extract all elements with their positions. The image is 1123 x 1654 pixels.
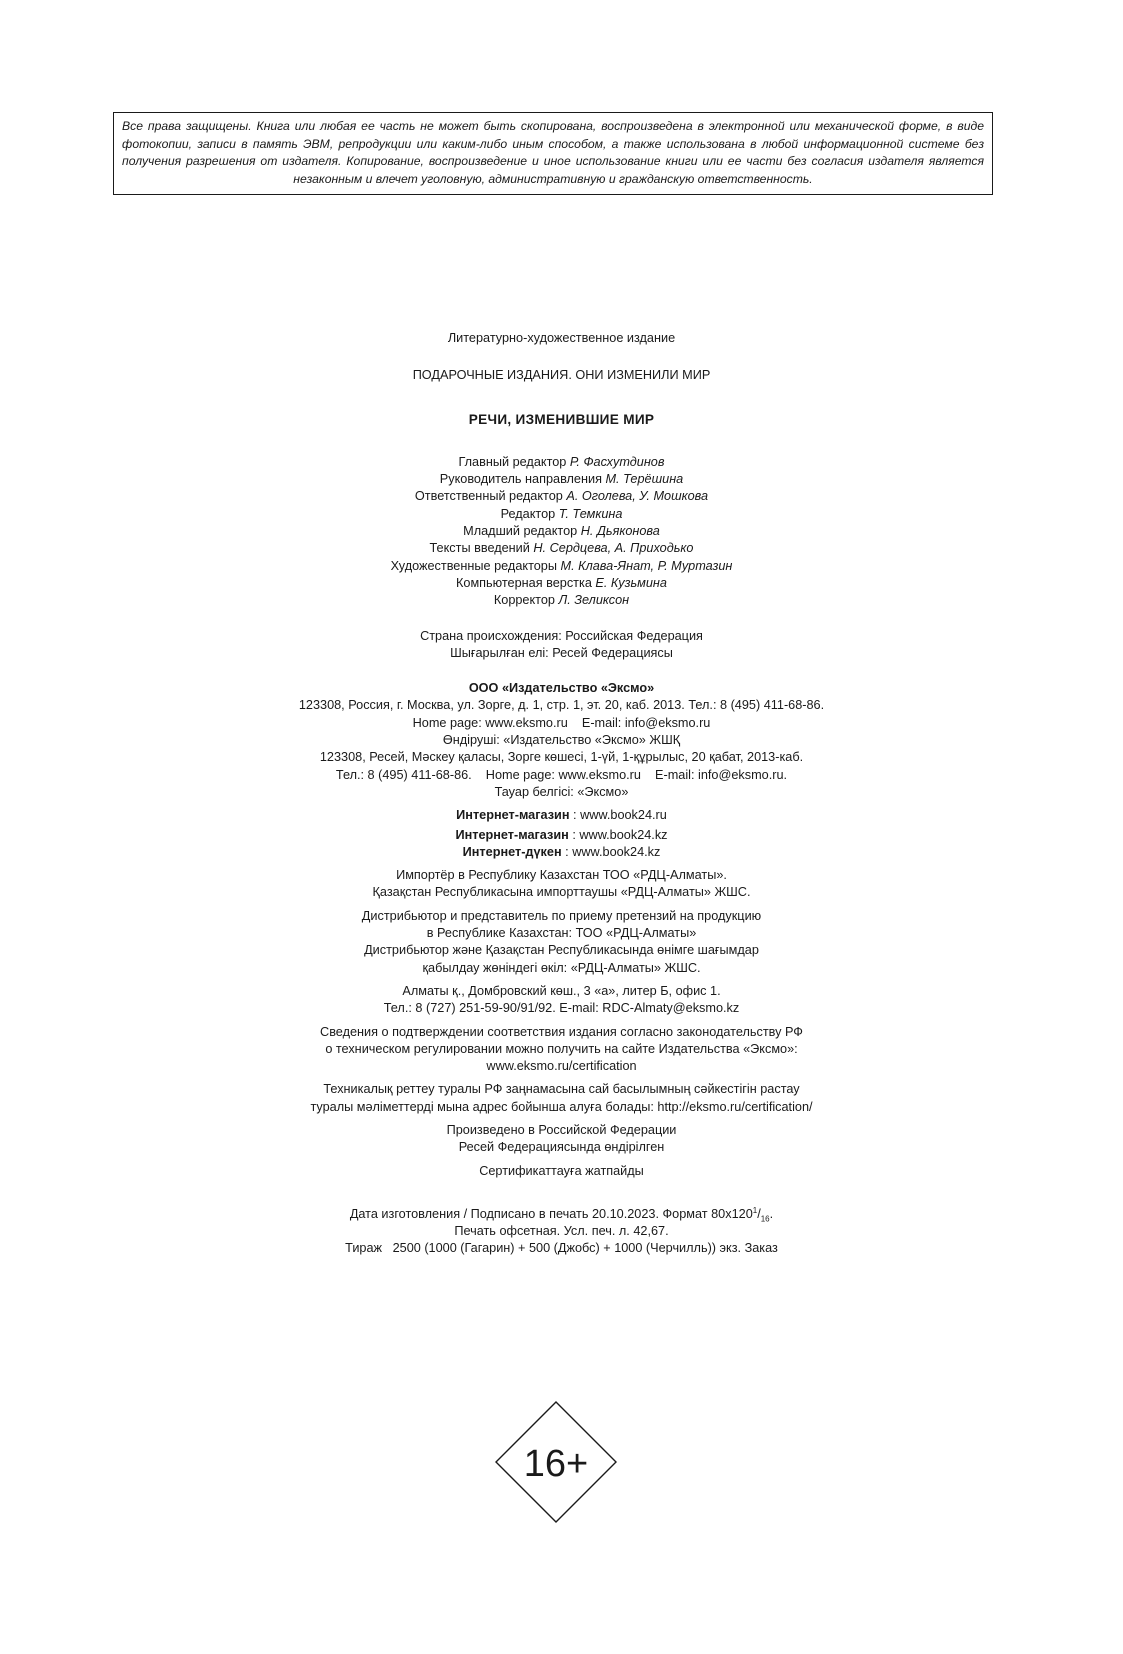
distributor-line: Дистрибьютор және Қазақстан Республикасында өнімге шағымдар: [364, 943, 759, 958]
credit-line: Ответственный редактор А. Оголева, У. Мошкова: [414, 489, 709, 504]
credit-line: Редактор Т. Темкина: [500, 506, 623, 521]
credit-line: Младший редактор Н. Дьяконова: [463, 524, 660, 539]
print-method-line: Печать офсетная. Усл. печ. л. 42,67.: [454, 1224, 669, 1239]
distributor-line: Дистрибьютор и представитель по приему претензий на продукцию: [361, 908, 762, 923]
almaty-address: Алматы қ., Домбровский көш., 3 «а», литер Б, офис 1.: [402, 983, 721, 998]
certification-kz-line: туралы мәліметтерді мына адрес бойынша алуға болады: http://eksmo.ru/certification/: [310, 1099, 813, 1114]
imprint-block: [140, 330, 983, 1258]
produced-ru: Произведено в Российской Федерации: [446, 1122, 677, 1137]
publisher-contacts-kz: Тел.: 8 (495) 411-68-86. Home page: www.eksmo.ru E-mail: info@eksmo.ru.: [335, 767, 788, 782]
credit-line: Тексты введений Н. Сердцева, А. Приходько: [429, 541, 694, 556]
shop-line: Интернет-магазин : www.book24.kz: [455, 827, 668, 842]
credit-line: Руководитель направления М. Терёшина: [439, 472, 684, 487]
origin-kz: Шығарылған елі: Ресей Федерациясы: [450, 645, 673, 660]
credit-line: Компьютерная верстка Е. Кузьмина: [456, 575, 667, 590]
credit-line: Корректор Л. Зеликсон: [493, 593, 630, 608]
publisher-name: ООО «Издательство «Эксмо»: [468, 681, 655, 696]
shop-line: Интернет-дүкен : www.book24.kz: [462, 844, 661, 859]
publisher-web-ru: Home page: www.eksmo.ru E-mail: info@eksmo.ru: [412, 715, 711, 730]
shop-line: Интернет-магазин : www.book24.ru: [456, 808, 667, 823]
certification-ru-line: www.eksmo.ru/certification: [486, 1059, 637, 1074]
publisher-address-kz: 123308, Ресей, Мәскеу қаласы, Зорге көшесі, 1-үй, 1-құрылыс, 20 қабат, 2013-каб.: [319, 750, 804, 765]
edition-type: Литературно-художественное издание: [447, 331, 676, 345]
credit-line: Главный редактор Р. Фасхутдинов: [458, 454, 665, 469]
print-run-line: Тираж 2500 (1000 (Гагарин) + 500 (Джобс) + 1000 (Черчилль)) экз. Заказ: [345, 1241, 778, 1256]
series-name: ПОДАРОЧНЫЕ ИЗДАНИЯ. ОНИ ИЗМЕНИЛИ МИР: [412, 368, 711, 383]
age-rating-mark: [494, 1400, 618, 1524]
copyright-notice-text: Все права защищены. Книга или любая ее часть не может быть скопирована, воспроизведена в электронной или механической форме, в виде фотокопии, записи в память ЭВМ, репродукции или каким-либо иным способом, а также использована в любой информационной системе без получения разрешения от издателя. Копирование, воспроизведение и иное использование книги или ее части без согласия издателя является незаконным и влечет уголовную, административную и гражданскую ответственность.: [122, 119, 984, 186]
importer-ru: Импортёр в Республику Казахстан ТОО «РДЦ-Алматы».: [396, 868, 727, 883]
publisher-maker-kz: Өндіруші: «Издательство «Эксмо» ЖШҚ: [442, 733, 681, 748]
copyright-notice-box: [113, 112, 993, 195]
distributor-line: в Республике Казахстан: ТОО «РДЦ-Алматы»: [426, 926, 697, 941]
certification-ru-line: Сведения о подтверждении соответствия издания согласно законодательству РФ: [320, 1024, 803, 1039]
certification-ru-line: о техническом регулировании можно получить на сайте Издательства «Эксмо»:: [325, 1041, 798, 1056]
credit-line: Художественные редакторы М. Клава-Янат, Р. Муртазин: [390, 558, 733, 573]
trademark: Тауар белгісі: «Эксмо»: [494, 784, 629, 799]
certification-kz-line: Техникалық реттеу туралы РФ заңнамасына сай басылымның сәйкестігін растау: [323, 1082, 800, 1097]
almaty-contacts: Тел.: 8 (727) 251-59-90/91/92. E-mail: RDC-Almaty@eksmo.kz: [383, 1001, 740, 1016]
importer-kz: Қазақстан Республикасына импорттаушы «РДЦ-Алматы» ЖШС.: [372, 885, 751, 900]
produced-kz: Ресей Федерациясында өндірілген: [458, 1140, 665, 1155]
distributor-line: қабылдау жөніндегі өкіл: «РДЦ-Алматы» ЖШС.: [422, 960, 701, 975]
origin-ru: Страна происхождения: Российская Федерация: [420, 628, 703, 643]
print-date-line: Дата изготовления / Подписано в печать 20.10.2023. Формат $80x120^1/_{16}$.: [349, 1205, 774, 1224]
no-certification: Сертификаттауға жатпайды: [479, 1163, 644, 1178]
book-title: РЕЧИ, ИЗМЕНИВШИЕ МИР: [468, 411, 655, 427]
credits-list: [140, 454, 983, 610]
publisher-address-ru: 123308, Россия, г. Москва, ул. Зорге, д. 1, стр. 1, эт. 20, каб. 2013. Тел.: 8 (495) 411-68-86.: [298, 698, 825, 713]
age-rating-label: 16+: [523, 1443, 589, 1485]
